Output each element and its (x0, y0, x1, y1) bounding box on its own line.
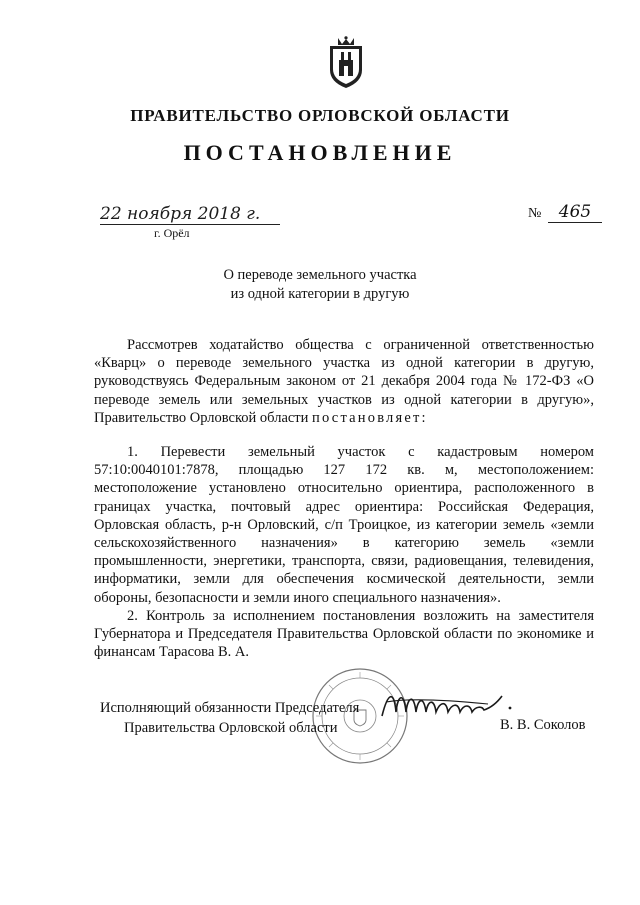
handwritten-signature (378, 682, 518, 724)
preamble-text: Рассмотрев ходатайство общества с ограниченной ответственностью «Кварц» о переводе земельного участка из одной категории в другую, руководствуясь Федеральным законом от 21 декабря 2004 года № 172-ФЗ «О переводе земель или земельных участков из одной категории в другую», Правительство Орловской области (94, 337, 594, 426)
item-2-paragraph: 2. Контроль за исполнением постановления возложить на заместителя Губернатора и Председателя Правительства Орловской области по экономике и финансам Тарасова В. А. (94, 607, 594, 661)
document-number: 465 (548, 202, 602, 223)
signatory-name: В. В. Соколов (500, 717, 586, 733)
item-1-paragraph: 1. Перевести земельный участок с кадастровым номером 57:10:0040101:7878, площадью 127 172 кв. м, местоположением: местоположение установлено относительно ориентира, расположенного в границах участка, почтовый адрес ориентира: Российская Федерация, Орловская область, р-н Орловский, с/п Троицкое, из категории земель «земли сельскохозяйственного назначения» в категорию земель «земли промышленности, энергетики, транспорта, связи, радиовещания, телевидения, информатики, земли для обеспечения космической деятельности, земли обороны, безопасности и земли иного специального назначения». (94, 444, 594, 606)
document-date: 22 ноября 2018 г. (100, 204, 280, 225)
preamble-paragraph (94, 336, 594, 427)
signatory-position (100, 698, 359, 738)
subject-line-2: из одной категории в другую (230, 286, 410, 302)
number-label: № (528, 206, 542, 221)
position-line-1: Исполняющий обязанности Председателя (100, 700, 360, 716)
document-body (94, 336, 594, 661)
position-line-2: Правительства Орловской области (124, 720, 338, 736)
city-label: г. Орёл (154, 226, 190, 240)
document-subject (0, 266, 640, 304)
subject-line-1: О переводе земельного участка (223, 267, 417, 283)
decides-word: постановляет: (312, 409, 428, 426)
government-title: ПРАВИТЕЛЬСТВО ОРЛОВСКОЙ ОБЛАСТИ (130, 106, 510, 125)
document-type-title: ПОСТАНОВЛЕНИЕ (183, 140, 457, 165)
oryol-coat-of-arms-icon (324, 36, 368, 90)
